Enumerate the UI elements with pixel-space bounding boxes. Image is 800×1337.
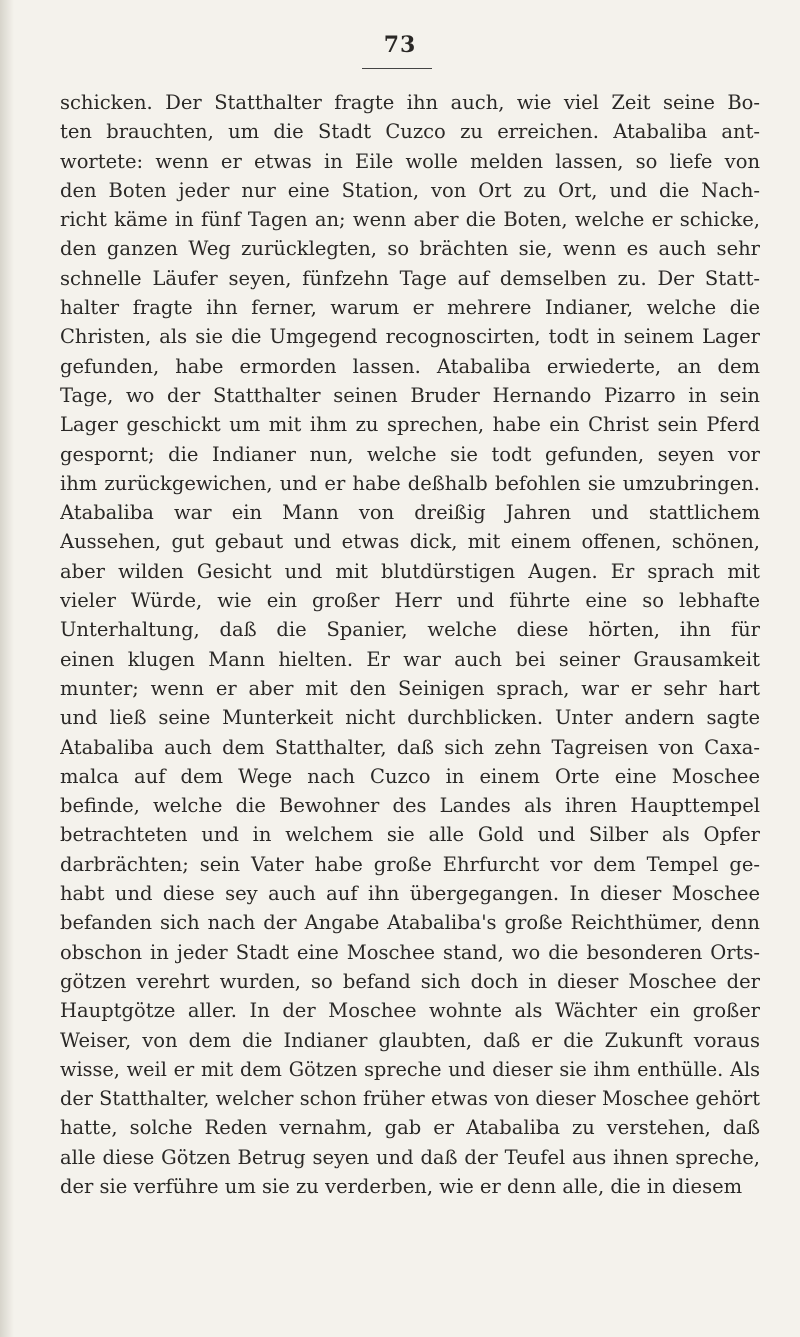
- text-line: hatte, solche Reden vernahm, gab er Atabaliba zu verstehen, daß: [60, 1116, 760, 1140]
- text-line: schnelle Läufer seyen, fünfzehn Tage auf demselben zu. Der Statt-: [60, 266, 760, 290]
- text-line: Unterhaltung, daß die Spanier, welche diese hörten, ihn für: [60, 618, 760, 642]
- text-line: Weiser, von dem die Indianer glaubten, daß er die Zukunft voraus: [60, 1028, 760, 1052]
- binding-shadow: [0, 0, 14, 1337]
- text-line: einen klugen Mann hielten. Er war auch bei seiner Grausamkeit: [60, 647, 760, 671]
- text-line: Christen, als sie die Umgegend recognoscirten, todt in seinem Lager: [60, 325, 760, 349]
- text-line: alle diese Götzen Betrug seyen und daß der Teufel aus ihnen spreche,: [60, 1145, 760, 1169]
- text-line: schicken. Der Statthalter fragte ihn auch, wie viel Zeit seine Bo-: [60, 91, 760, 114]
- text-line: götzen verehrt wurden, so befand sich doch in dieser Moschee der: [60, 969, 760, 993]
- text-line: der Statthalter, welcher schon früher etwas von dieser Moschee gehört: [60, 1087, 760, 1111]
- text-line: malca auf dem Wege nach Cuzco in einem Orte eine Moschee: [60, 764, 760, 788]
- text-line: Atabaliba auch dem Statthalter, daß sich zehn Tagreisen von Caxa-: [60, 735, 760, 759]
- text-line: richt käme in fünf Tagen an; wenn aber die Boten, welche er schicke,: [60, 208, 760, 232]
- header-rule: [362, 68, 432, 69]
- text-line: betrachteten und in welchem sie alle Gold und Silber als Opfer: [60, 823, 760, 847]
- body-text: [60, 88, 760, 1201]
- text-line: Aussehen, gut gebaut und etwas dick, mit einem offenen, schönen,: [60, 530, 760, 554]
- text-line: Hauptgötze aller. In der Moschee wohnte als Wächter ein großer: [60, 999, 760, 1023]
- text-line: den ganzen Weg zurücklegten, so brächten sie, wenn es auch sehr: [60, 237, 760, 261]
- text-line: wisse, weil er mit dem Götzen spreche und dieser sie ihm enthülle. Als: [60, 1057, 760, 1081]
- page-number: 73: [383, 32, 417, 58]
- text-line: Lager geschickt um mit ihm zu sprechen, habe ein Christ sein Pferd: [60, 413, 760, 437]
- text-line: den Boten jeder nur eine Station, von Ort zu Ort, und die Nach-: [60, 178, 760, 202]
- text-line: wortete: wenn er etwas in Eile wolle melden lassen, so liefe von: [60, 149, 760, 173]
- text-line: und ließ seine Munterkeit nicht durchblicken. Unter andern sagte: [60, 706, 760, 730]
- text-line: vieler Würde, wie ein großer Herr und führte eine so lebhafte: [60, 589, 760, 613]
- text-line: befinde, welche die Bewohner des Landes als ihren Haupttempel: [60, 794, 760, 818]
- text-line: halter fragte ihn ferner, warum er mehrere Indianer, welche die: [60, 296, 760, 320]
- text-line: Atabaliba war ein Mann von dreißig Jahren und stattlichem: [60, 501, 760, 525]
- text-line: obschon in jeder Stadt eine Moschee stand, wo die besonderen Orts-: [60, 940, 760, 964]
- text-line: ihm zurückgewichen, und er habe deßhalb befohlen sie umzubringen.: [60, 471, 760, 495]
- text-line: munter; wenn er aber mit den Seinigen sprach, war er sehr hart: [60, 676, 760, 700]
- text-line: aber wilden Gesicht und mit blutdürstigen Augen. Er sprach mit: [60, 559, 760, 583]
- text-line: gefunden, habe ermorden lassen. Atabaliba erwiederte, an dem: [60, 354, 760, 378]
- text-line: ten brauchten, um die Stadt Cuzco zu erreichen. Atabaliba ant-: [60, 120, 760, 144]
- text-line: Tage, wo der Statthalter seinen Bruder Hernando Pizarro in sein: [60, 383, 760, 407]
- text-line: habt und diese sey auch auf ihn übergegangen. In dieser Moschee: [60, 882, 760, 906]
- text-line: gespornt; die Indianer nun, welche sie todt gefunden, seyen vor: [60, 442, 760, 466]
- text-line: darbrächten; sein Vater habe große Ehrfurcht vor dem Tempel ge-: [60, 852, 760, 876]
- text-line: befanden sich nach der Angabe Atabaliba's große Reichthümer, denn: [60, 911, 760, 935]
- text-line: der sie verführe um sie zu verderben, wie er denn alle, die in diesem: [60, 1174, 743, 1198]
